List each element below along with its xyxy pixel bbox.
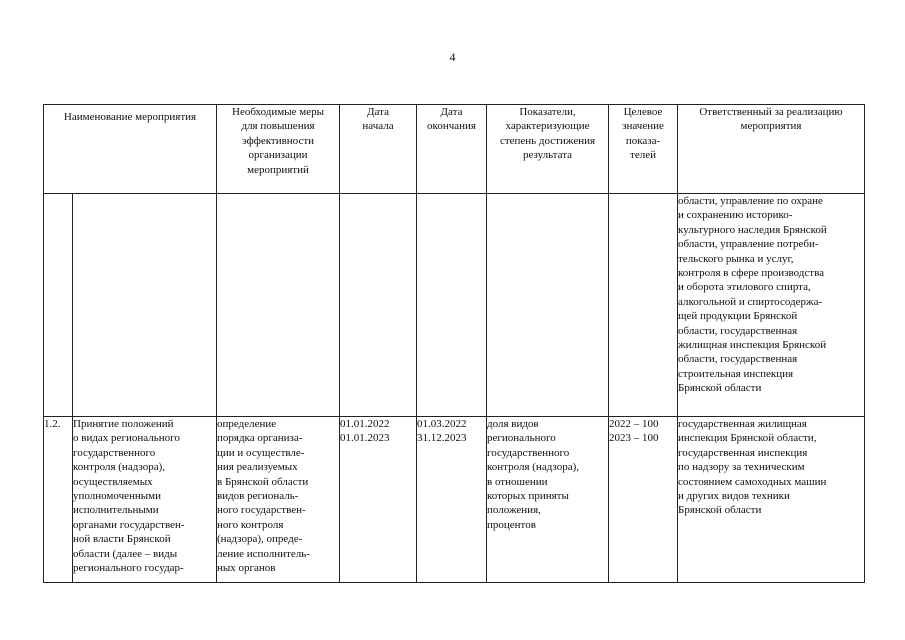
cell-measures-empty bbox=[217, 194, 340, 417]
action-plan-table bbox=[43, 104, 865, 583]
header-measures: Необходимые меры для повышения эффективности организации мероприятий bbox=[217, 105, 340, 194]
cell-start-dates: 01.01.2022 01.01.2023 bbox=[340, 417, 417, 583]
cell-target-empty bbox=[609, 194, 678, 417]
cell-name-empty bbox=[73, 194, 217, 417]
page-number: 4 bbox=[449, 50, 456, 64]
header-end-date: Дата окончания bbox=[417, 105, 487, 194]
header-target-value: Целевое значение показа- телей bbox=[609, 105, 678, 194]
cell-start-empty bbox=[340, 194, 417, 417]
cell-end-dates: 01.03.2022 31.12.2023 bbox=[417, 417, 487, 583]
table-row-continuation bbox=[44, 194, 865, 417]
cell-indicators-empty bbox=[487, 194, 609, 417]
table-row-1-2 bbox=[44, 417, 865, 583]
cell-target-values: 2022 – 100 2023 – 100 bbox=[609, 417, 678, 583]
cell-indicators: доля видов регионального государственного контроля (надзора), в отношении которых приняты положения, процентов bbox=[487, 417, 609, 583]
table-header-row bbox=[44, 105, 865, 194]
cell-measures: определение порядка организа- ции и осуществле- ния реализуемых в Брянской области видов региональ- ного государствен- ного контроля (надзора), опреде- ление исполнитель- ных органов bbox=[217, 417, 340, 583]
cell-end-empty bbox=[417, 194, 487, 417]
header-name: Наименование мероприятия bbox=[44, 105, 217, 194]
cell-number-empty bbox=[44, 194, 73, 417]
header-responsible: Ответственный за реализацию мероприятия bbox=[678, 105, 865, 194]
cell-responsible: государственная жилищная инспекция Брянской области, государственная инспекция по надзору за техническим состоянием самоходных машин и других видов техники Брянской области bbox=[678, 417, 865, 583]
cell-responsible-continuation: области, управление по охране и сохранению историко- культурного наследия Брянской области, управление потреби- тельского рынка и услуг, контроля в сфере производства и оборота этилового спирта, алкогольной и спиртосодержа- щей продукции Брянской области, государственная жилищная инспекция Брянской области, государственная строительная инспекция Брянской области bbox=[678, 194, 865, 417]
cell-row-number: 1.2. bbox=[44, 417, 73, 583]
header-indicators: Показатели, характеризующие степень достижения результата bbox=[487, 105, 609, 194]
header-start-date: Дата начала bbox=[340, 105, 417, 194]
cell-activity-name: Принятие положений о видах регионального государственного контроля (надзора), осуществляемых уполномоченными исполнительными органами государствен- ной власти Брянской области (далее – виды регионального государ- bbox=[73, 417, 217, 583]
